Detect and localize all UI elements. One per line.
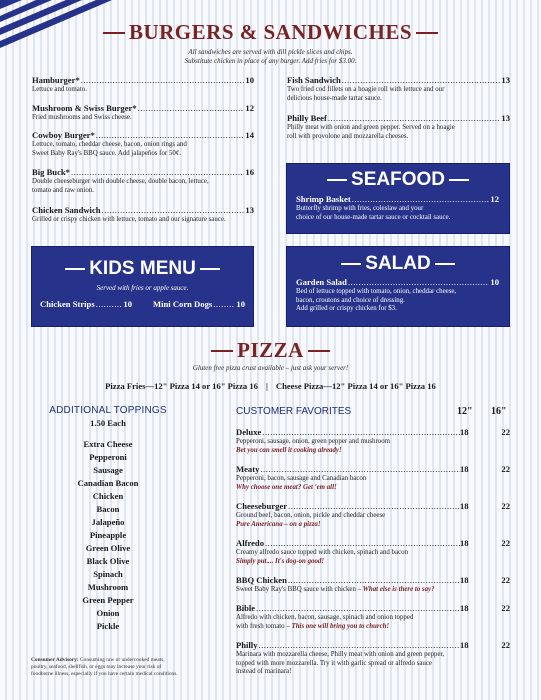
item-description: topped with more mozzarella. Try it with garlic spread or alfredo sauce <box>236 659 432 667</box>
item-price: 10 <box>123 298 132 309</box>
item-price: 14 <box>245 130 254 140</box>
advisory-label: Consumer Advisory: <box>31 657 79 663</box>
item-description: Pepperoni, sausage, onion, green pepper and mushroom <box>236 438 391 445</box>
size-16-header: 16" <box>491 406 507 417</box>
item-description: Add grilled or crispy chicken for $3. <box>296 305 397 313</box>
item-description: with fresh tomato – <box>236 622 292 630</box>
item-name: Meaty <box>236 464 260 474</box>
seafood-box <box>286 163 510 234</box>
item-tagline: Why choose one meat? Get 'em all! <box>236 483 337 491</box>
pizza-deluxe <box>236 427 510 455</box>
topping-item: Bacon <box>96 504 120 514</box>
item-description: choice of our house-made tartar sauce or cocktail sauce. <box>296 213 451 221</box>
pizza-cheeseburger <box>236 501 510 529</box>
pizza-philly <box>236 640 510 677</box>
topping-item: Spinach <box>93 569 123 579</box>
item-description: Fried mushrooms and Swiss cheese. <box>32 114 132 121</box>
pizza-heading <box>0 338 541 363</box>
pizza-fries-price: Pizza Fries—12" Pizza 14 or 16" Pizza 16 <box>105 381 258 391</box>
price-16: 22 <box>501 501 510 511</box>
menu-item-fish-sandwich <box>287 75 510 103</box>
kids-menu-subtitle: Served with fries or apple sauce. <box>96 284 189 292</box>
item-description: Bed of lettuce topped with tomato, onion, cheddar cheese, <box>296 288 457 295</box>
burgers-subtitle-line: All sandwiches are served with dill pickle slices and chips. <box>188 48 353 56</box>
item-name: BBQ Chicken <box>236 575 287 585</box>
item-tagline: This one will bring you to church! <box>291 622 390 630</box>
item-name: Philly <box>236 640 258 650</box>
pizza-bible <box>236 603 510 631</box>
item-description: Ground beef, bacon, onion, pickle and cheddar cheese <box>236 512 386 519</box>
item-description: Creamy alfredo sauce topped with chicken, spinach and bacon <box>236 549 409 556</box>
item-name: Bible <box>236 603 256 613</box>
price-12: 18 <box>460 501 469 511</box>
price-16: 22 <box>501 640 510 650</box>
price-16: 22 <box>501 464 510 474</box>
toppings-list <box>28 439 188 634</box>
kids-menu-heading <box>32 258 253 280</box>
topping-item: Chicken <box>92 491 124 501</box>
item-description: Grilled or crispy chicken with lettuce, tomato and our signature sauce. <box>32 216 226 223</box>
menu-item-philly-beef <box>287 113 510 141</box>
item-price: 10 <box>236 298 245 309</box>
toppings-title: ADDITIONAL TOPPINGS <box>49 405 167 416</box>
menu-item-mushroom-swiss <box>32 103 254 123</box>
menu-item-cowboy-burger <box>32 130 254 158</box>
item-description: Butterfly shrimp with fries, coleslaw and your <box>296 205 424 212</box>
pizza-bbq-chicken <box>236 575 510 595</box>
cheese-pizza-price: Cheese Pizza—12" Pizza 14 or 16" Pizza 16 <box>275 381 436 391</box>
item-name: Deluxe <box>236 427 262 437</box>
item-description: Lettuce, tomato, cheddar cheese, bacon, onion rings and <box>32 141 187 148</box>
price-12: 18 <box>460 464 469 474</box>
pizza-meaty <box>236 464 510 492</box>
kids-menu-title: KIDS MENU <box>89 258 196 279</box>
menu-item-big-buck <box>32 167 254 195</box>
seafood-title: SEAFOOD <box>351 169 445 190</box>
item-tagline: What else is there to say? <box>362 586 435 593</box>
item-description: delicious house-made tartar sauce. <box>287 94 382 102</box>
pizza-base-prices <box>0 381 541 391</box>
topping-item: Sausage <box>93 465 123 475</box>
topping-item: Extra Cheese <box>83 439 133 449</box>
price-12: 18 <box>460 427 469 437</box>
topping-item: Green Pepper <box>82 595 134 605</box>
topping-item: Jalapeño <box>91 517 125 527</box>
seafood-heading <box>287 169 509 191</box>
item-name: Big Buck* <box>32 167 70 177</box>
item-description: bacon, croutons and choice of dressing. <box>296 296 405 304</box>
price-16: 22 <box>501 575 510 585</box>
item-price: 16 <box>245 167 254 177</box>
item-tagline: Bet you can smell it cooking already! <box>236 446 342 454</box>
favorites-title: CUSTOMER FAVORITES <box>236 406 352 417</box>
pizza-title: PIZZA <box>237 338 304 362</box>
item-name: Mushroom & Swiss Burger* <box>32 103 137 113</box>
price-16: 22 <box>501 427 510 437</box>
burgers-title: BURGERS & SANDWICHES <box>128 20 413 44</box>
item-price: 13 <box>501 113 510 123</box>
kids-menu-box <box>31 246 254 327</box>
salad-title: SALAD <box>365 253 431 274</box>
item-price: 13 <box>245 205 254 215</box>
item-name: Cowboy Burger* <box>32 130 95 140</box>
consumer-advisory <box>31 657 181 677</box>
toppings-price: 1.50 Each <box>90 418 126 428</box>
item-description: Pepperoni, bacon, sausage and Canadian bacon <box>236 475 367 482</box>
topping-item: Green Olive <box>85 543 131 553</box>
additional-toppings <box>28 405 188 634</box>
price-separator: | <box>265 381 268 391</box>
item-description: Philly meat with onion and green pepper. Served on a hoagie <box>287 124 455 131</box>
price-12: 18 <box>460 575 469 585</box>
item-description: Double cheeseburger with double cheese, double bacon, lettuce, <box>32 178 209 185</box>
price-12: 18 <box>460 640 469 650</box>
item-price: 13 <box>501 75 510 85</box>
size-12-header: 12" <box>457 406 473 417</box>
price-16: 22 <box>501 603 510 613</box>
item-name: Chicken Strips <box>40 298 95 309</box>
item-price: 10 <box>245 75 254 85</box>
item-name: Fish Sandwich <box>287 75 341 85</box>
burgers-heading <box>0 20 541 45</box>
item-description: tomato and raw onion. <box>32 186 95 194</box>
pizza-subtitle: Gluten free pizza crust available – just ask your server! <box>192 364 349 372</box>
pizza-alfredo <box>236 538 510 566</box>
topping-item: Pineapple <box>89 530 127 540</box>
item-name: Cheeseburger <box>236 501 288 511</box>
topping-item: Mushroom <box>87 582 129 592</box>
item-name: Chicken Sandwich <box>32 205 101 215</box>
item-description: instead of marinara! <box>236 668 292 676</box>
item-name: Alfredo <box>236 538 265 548</box>
burgers-subtitle <box>0 48 541 66</box>
item-tagline: Pure Americana – on a pizza! <box>236 520 321 528</box>
item-price: 10 <box>490 277 499 287</box>
price-16: 22 <box>501 538 510 548</box>
price-12: 18 <box>460 538 469 548</box>
topping-item: Onion <box>96 608 120 618</box>
topping-item: Pickle <box>96 621 120 631</box>
item-description: Marinara with mozzarella cheese, Philly meat with onion and green pepper, <box>236 651 445 658</box>
topping-item: Canadian Bacon <box>77 478 139 488</box>
item-price: 12 <box>245 103 254 113</box>
menu-item-hamburger <box>32 75 254 95</box>
item-price: 12 <box>490 194 499 204</box>
salad-box <box>286 246 510 327</box>
item-tagline: Simply put.... It's dog-on good! <box>236 557 325 565</box>
topping-item: Pepperoni <box>89 452 127 462</box>
item-description: Two fried cod fillets on a hoagie roll with lettuce and our <box>287 86 445 93</box>
advisory-text: Consuming raw or undercooked meats, poultry, seafood, shellfish, or eggs may increase your risk of foodborne illness, especially if you have certain medical conditions. <box>31 657 178 677</box>
item-name: Shrimp Basket <box>296 194 351 204</box>
item-description: Alfredo with chicken, bacon, sausage, spinach and onion topped <box>236 614 414 621</box>
item-description: Lettuce and tomato. <box>32 86 87 93</box>
item-name: Philly Beef <box>287 113 327 123</box>
item-description: roll with provolone and mozzarella cheeses. <box>287 132 409 140</box>
item-name: Hamburger* <box>32 75 80 85</box>
item-name: Mini Corn Dogs <box>153 298 213 309</box>
topping-item: Black Olive <box>86 556 130 566</box>
burgers-subtitle-line: Substitute chicken in place of any burger. Add fries for $3.00. <box>184 56 357 65</box>
item-description: Sweet Baby Ray's BBQ sauce. Add jalapeños for 50¢. <box>32 149 181 157</box>
item-description: Sweet Baby Ray's BBQ sauce with chicken – <box>236 586 363 593</box>
salad-heading <box>287 253 509 275</box>
menu-item-chicken-sandwich <box>32 205 254 225</box>
item-name: Garden Salad <box>296 277 347 287</box>
price-12: 18 <box>460 603 469 613</box>
